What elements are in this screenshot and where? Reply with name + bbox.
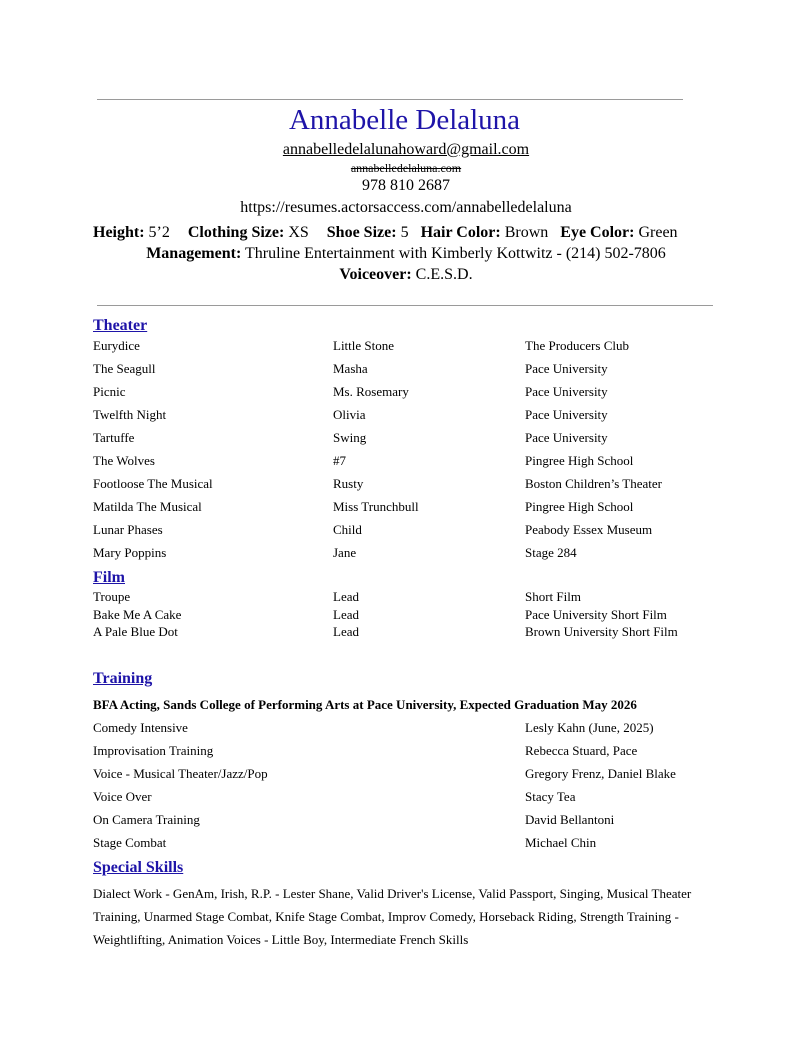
theater-cell: Pingree High School bbox=[525, 453, 634, 468]
film-cell: Lead bbox=[333, 607, 359, 622]
theater-cell: Twelfth Night bbox=[93, 407, 167, 422]
special-skills-heading: Special Skills bbox=[93, 859, 184, 876]
theater-cell: Boston Children’s Theater bbox=[525, 476, 662, 491]
training-cell: Gregory Frenz, Daniel Blake bbox=[525, 766, 676, 781]
training-cell: On Camera Training bbox=[93, 812, 200, 827]
film-heading: Film bbox=[93, 569, 125, 586]
training-cell: Comedy Intensive bbox=[93, 720, 188, 735]
voiceover-value: C.E.S.D. bbox=[415, 266, 473, 283]
management-value: Thruline Entertainment with Kimberly Kottwitz - (214) 502-7806 bbox=[245, 245, 666, 262]
management-label: Management: bbox=[146, 245, 242, 262]
theater-cell: Picnic bbox=[93, 384, 126, 399]
theater-heading: Theater bbox=[93, 317, 148, 334]
training-cell: Voice - Musical Theater/Jazz/Pop bbox=[93, 766, 268, 781]
film-cell: Brown University Short Film bbox=[525, 624, 678, 639]
training-cell: Voice Over bbox=[93, 789, 152, 804]
resume-header bbox=[0, 102, 812, 218]
theater-cell: #7 bbox=[333, 453, 346, 468]
theater-cell: Mary Poppins bbox=[93, 545, 167, 560]
theater-cell: Pace University bbox=[525, 384, 608, 399]
training-cell: Michael Chin bbox=[525, 835, 597, 850]
eye-value: Green bbox=[638, 224, 678, 241]
actor-name: Annabelle Delaluna bbox=[288, 104, 521, 136]
theater-cell: Pingree High School bbox=[525, 499, 634, 514]
height-label: Height: bbox=[93, 224, 145, 241]
theater-cell: Eurydice bbox=[93, 338, 140, 353]
training-cell: Stacy Tea bbox=[525, 789, 576, 804]
theater-cell: Jane bbox=[333, 545, 357, 560]
film-cell: A Pale Blue Dot bbox=[93, 624, 178, 639]
film-cell: Lead bbox=[333, 624, 359, 639]
theater-cell: Rusty bbox=[333, 476, 364, 491]
theater-cell: Ms. Rosemary bbox=[333, 384, 409, 399]
theater-cell: Peabody Essex Museum bbox=[525, 522, 653, 537]
email-link[interactable]: annabelledelalunahoward@gmail.com bbox=[282, 141, 530, 158]
eye-label: Eye Color: bbox=[560, 224, 635, 241]
special-skills-text: Dialect Work - GenAm, Irish, R.P. - Lester Shane, Valid Driver's License, Valid Passport, Singing, Musical Theater Training, Unarmed Stage Combat, Knife Stage Combat, Improv Comedy, Horseback Riding, Strength Training - Weightlifting, Animation Voices - Little Boy, Intermediate French Skills bbox=[93, 886, 692, 947]
theater-cell: Pace University bbox=[525, 361, 608, 376]
shoe-value: 5 bbox=[400, 224, 409, 241]
training-cell: Stage Combat bbox=[93, 835, 167, 850]
management-line bbox=[0, 244, 812, 264]
hair-label: Hair Color: bbox=[420, 224, 501, 241]
training-cell: Rebecca Stuard, Pace bbox=[525, 743, 638, 758]
film-cell: Lead bbox=[333, 589, 359, 604]
section-divider bbox=[97, 305, 713, 306]
phone-number: 978 810 2687 bbox=[362, 177, 450, 194]
actors-access-url: https://resumes.actorsaccess.com/annabelledelaluna bbox=[240, 199, 572, 216]
clothing-value: XS bbox=[288, 224, 309, 241]
film-cell: Short Film bbox=[525, 589, 581, 604]
theater-cell: Matilda The Musical bbox=[93, 499, 202, 514]
theater-cell: Olivia bbox=[333, 407, 366, 422]
website-link[interactable]: annabelledelaluna.com bbox=[350, 161, 462, 175]
voiceover-label: Voiceover: bbox=[339, 266, 412, 283]
top-divider bbox=[97, 99, 683, 100]
theater-cell: The Wolves bbox=[93, 453, 155, 468]
theater-cell: Tartuffe bbox=[93, 430, 135, 445]
theater-cell: The Seagull bbox=[93, 361, 156, 376]
training-cell: Lesly Kahn (June, 2025) bbox=[525, 720, 654, 735]
film-cell: Troupe bbox=[93, 589, 131, 604]
voiceover-line bbox=[0, 265, 812, 285]
clothing-label: Clothing Size: bbox=[187, 224, 285, 241]
theater-cell: Footloose The Musical bbox=[93, 476, 213, 491]
theater-cell: Stage 284 bbox=[525, 545, 577, 560]
physical-stats bbox=[93, 223, 678, 243]
training-cell: David Bellantoni bbox=[525, 812, 615, 827]
theater-cell: The Producers Club bbox=[525, 338, 629, 353]
training-cell: Improvisation Training bbox=[93, 743, 214, 758]
theater-cell: Swing bbox=[333, 430, 367, 445]
hair-value: Brown bbox=[504, 224, 549, 241]
theater-cell: Pace University bbox=[525, 407, 608, 422]
film-cell: Bake Me A Cake bbox=[93, 607, 182, 622]
theater-cell: Lunar Phases bbox=[93, 522, 163, 537]
height-value: 5’2 bbox=[148, 224, 170, 241]
training-heading: Training bbox=[93, 670, 153, 687]
shoe-label: Shoe Size: bbox=[326, 224, 397, 241]
degree-line: BFA Acting, Sands College of Performing Arts at Pace University, Expected Graduation May 2026 bbox=[93, 697, 637, 712]
film-cell: Pace University Short Film bbox=[525, 607, 667, 622]
theater-cell: Pace University bbox=[525, 430, 608, 445]
theater-cell: Child bbox=[333, 522, 362, 537]
theater-cell: Masha bbox=[333, 361, 368, 376]
theater-cell: Little Stone bbox=[333, 338, 395, 353]
theater-cell: Miss Trunchbull bbox=[333, 499, 419, 514]
